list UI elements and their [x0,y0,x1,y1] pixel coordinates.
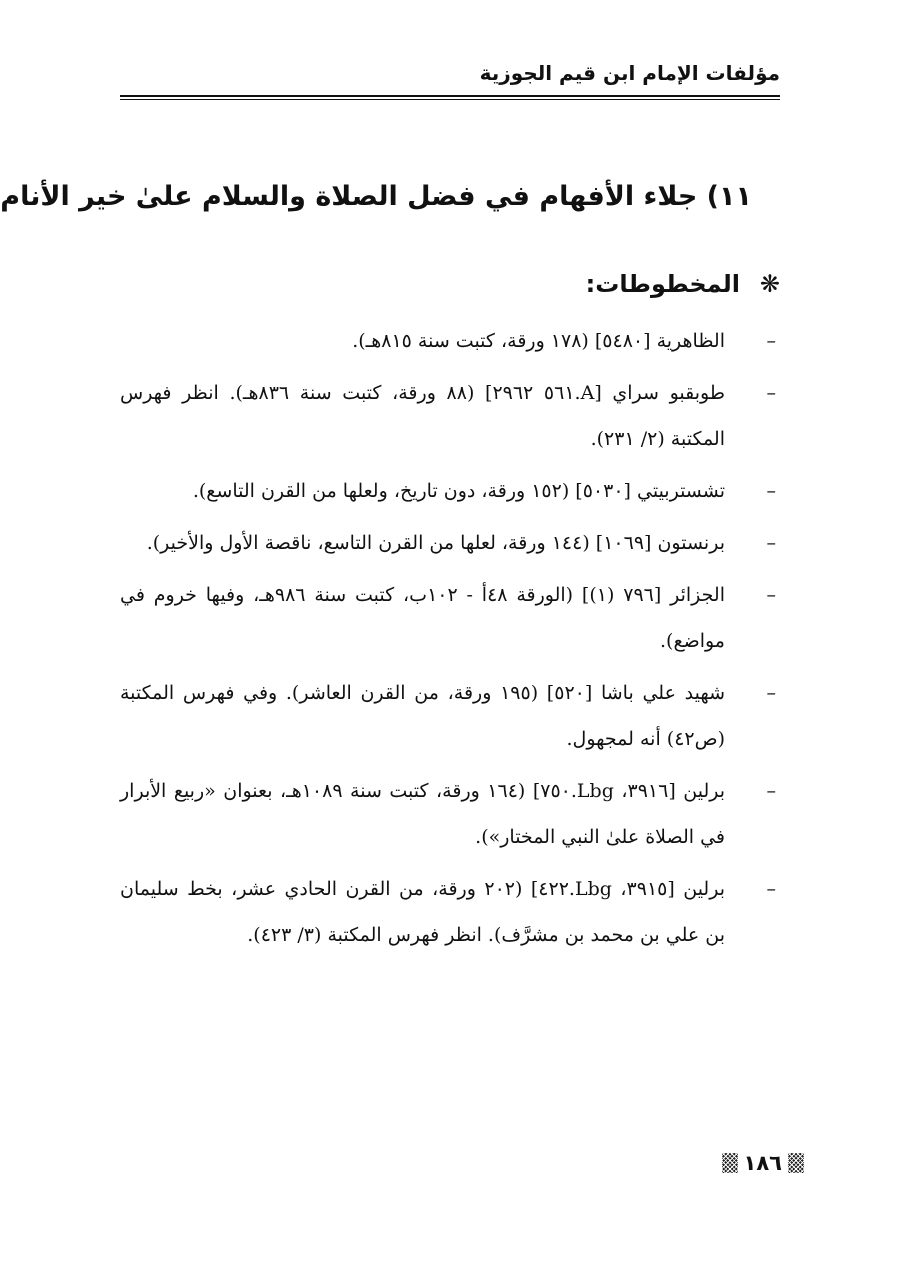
manuscript-entry [120,318,780,364]
manuscript-entry-text: الجزائر [٧٩٦ (١)] (الورقة ٤٨أ - ١٠٢ب، كتبت سنة ٩٨٦هـ، وفيها خروم في مواضع). [120,584,725,652]
manuscript-entry [120,468,780,514]
manuscript-entry-text: برنستون [١٠٦٩] (١٤٤ ورقة، لعلها من القرن التاسع، ناقصة الأول والأخير). [146,532,725,554]
manuscript-entry-text: الظاهرية [٥٤٨٠] (١٧٨ ورقة، كتبت سنة ٨١٥هـ). [352,330,725,352]
manuscript-entry-text: شهيد علي باشا [٥٢٠] (١٩٥ ورقة، من القرن العاشر). وفي فهرس المكتبة (ص٤٢) أنه لمجهول. [120,682,725,750]
manuscript-entry-text: برلين [٣٩١٦، Lbg.٧٥٠] (١٦٤ ورقة، كتبت سنة ١٠٨٩هـ، بعنوان «ربيع الأبرار في الصلاة علىٰ النبي المختار»). [120,780,726,848]
manuscript-entry [120,670,780,762]
manuscripts-heading-row [120,262,780,306]
section-title: ١١) جلاء الأفهام في فضل الصلاة والسلام علىٰ خير الأنام [0,181,752,212]
manuscript-entry-text: تشستربيتي [٥٠٣٠] (١٥٢ ورقة، دون تاريخ، ولعلها من القرن التاسع). [192,480,725,502]
manuscript-entry [120,866,780,958]
dash-icon: – [766,584,776,606]
dash-icon: – [766,780,776,802]
dash-icon: – [766,480,776,502]
dash-icon: – [766,330,776,352]
manuscript-entry-text: برلين [٣٩١٥، Lbg.٤٢٢] (٢٠٢ ورقة، من القرن الحادي عشر، بخط سليمان بن علي بن محمد بن مشرَّف). انظر فهرس المكتبة (٣/ ٤٢٣). [120,878,725,946]
running-header: مؤلفات الإمام ابن قيم الجوزية [479,61,780,85]
manuscript-entry [120,572,780,664]
dash-icon: – [766,682,776,704]
page-footer [722,1146,804,1180]
header-rule [120,95,780,100]
manuscripts-heading: المخطوطات: [585,270,740,298]
dash-icon: – [766,532,776,554]
asterisk-icon: ❋ [759,270,780,298]
ornament-icon [788,1153,804,1173]
dash-icon: – [766,878,776,900]
manuscript-list [120,318,780,964]
manuscript-entry [120,370,780,462]
manuscript-entry [120,768,780,860]
manuscript-entry-text: طوبقبو سراي [A.٥٦١ ٢٩٦٢] (٨٨ ورقة، كتبت سنة ٨٣٦هـ). انظر فهرس المكتبة (٢/ ٢٣١). [120,382,725,450]
ornament-icon [722,1153,738,1173]
dash-icon: – [766,382,776,404]
manuscript-entry [120,520,780,566]
page-number: ١٨٦ [743,1151,782,1175]
